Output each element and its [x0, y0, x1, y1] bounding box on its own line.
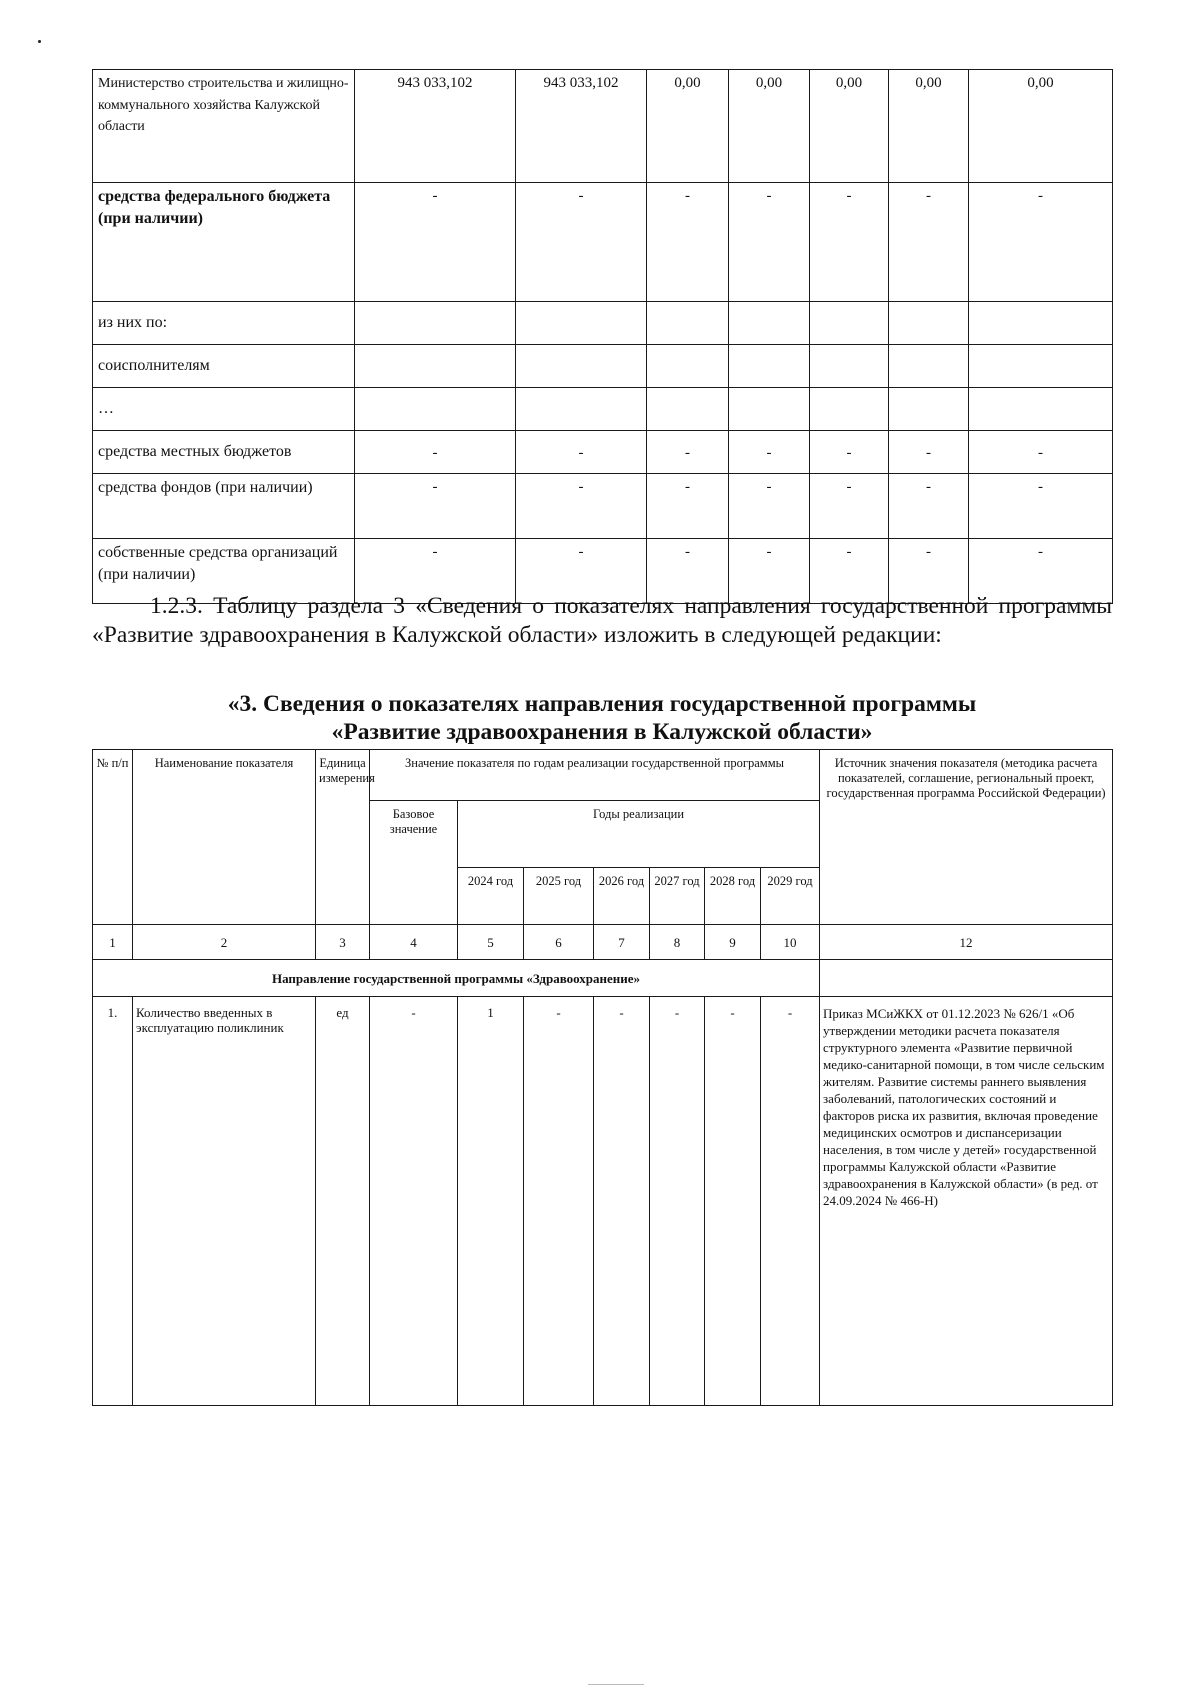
funding-value: -: [810, 539, 889, 604]
section-title-line1: «3. Сведения о показателях направления государственной программы: [227, 691, 977, 717]
funding-value: -: [516, 183, 647, 302]
funding-value: -: [729, 431, 810, 474]
column-number: 10: [761, 925, 820, 960]
funding-value: [516, 302, 647, 345]
section-label: Направление государственной программы «Здравоохранение»: [93, 960, 820, 997]
funding-value: 0,00: [729, 70, 810, 183]
funding-value: -: [516, 539, 647, 604]
header-year: 2024 год: [458, 868, 524, 925]
column-number: 12: [820, 925, 1113, 960]
row-value: -: [705, 997, 761, 1406]
funding-row: [93, 345, 1113, 388]
funding-value: -: [729, 183, 810, 302]
funding-value: -: [889, 183, 969, 302]
funding-value: -: [810, 183, 889, 302]
funding-row-name: из них по:: [93, 302, 355, 345]
funding-value: -: [729, 474, 810, 539]
row-source: Приказ МСиЖКХ от 01.12.2023 № 626/1 «Об утверждении методики расчета показателя структурного элемента «Развитие первичной медико-санитарной помощи, в том числе сельским жителям. Развитие системы раннего выявления заболеваний, патологических состояний и факторов риска их развития, включая проведение медицинских осмотров и диспансеризации населения, в том числе у детей» государственной программы Калужской области «Развитие здравоохранения в Калужской области» (в ред. от 24.09.2024 № 466-Н): [820, 997, 1113, 1406]
funding-value: [969, 345, 1113, 388]
column-number: 2: [133, 925, 316, 960]
header-source: Источник значения показателя (методика расчета показателей, соглашение, региональный проект, государственная программа Российской Федерации): [820, 750, 1113, 925]
column-number: 9: [705, 925, 761, 960]
funding-value: -: [969, 474, 1113, 539]
funding-value: [969, 388, 1113, 431]
funding-row: [93, 474, 1113, 539]
funding-value: -: [889, 431, 969, 474]
header-num: № п/п: [93, 750, 133, 925]
funding-value: [810, 302, 889, 345]
header-row: [93, 750, 1113, 801]
funding-value: [729, 345, 810, 388]
table-row: [93, 997, 1113, 1406]
funding-value: -: [810, 474, 889, 539]
header-years-group: Годы реализации: [458, 801, 820, 868]
row-unit: ед: [316, 997, 370, 1406]
funding-value: [810, 345, 889, 388]
funding-value: -: [969, 431, 1113, 474]
funding-row: [93, 70, 1113, 183]
funding-value: 0,00: [647, 70, 729, 183]
funding-value: 0,00: [889, 70, 969, 183]
header-year: 2028 год: [705, 868, 761, 925]
funding-row: [93, 388, 1113, 431]
funding-value: [355, 388, 516, 431]
funding-row: [93, 183, 1113, 302]
header-year: 2029 год: [761, 868, 820, 925]
header-year: 2027 год: [650, 868, 705, 925]
funding-value: -: [889, 474, 969, 539]
header-name: Наименование показателя: [133, 750, 316, 925]
column-number: 6: [524, 925, 594, 960]
column-number: 3: [316, 925, 370, 960]
row-value: -: [594, 997, 650, 1406]
indicators-table: [92, 749, 1113, 1406]
funding-value: -: [969, 539, 1113, 604]
funding-value: 0,00: [810, 70, 889, 183]
header-year: 2025 год: [524, 868, 594, 925]
funding-value: 943 033,102: [355, 70, 516, 183]
column-number: 1: [93, 925, 133, 960]
row-value: -: [524, 997, 594, 1406]
funding-value: [647, 302, 729, 345]
section-empty-cell: [820, 960, 1113, 997]
funding-value: -: [647, 431, 729, 474]
column-number: 8: [650, 925, 705, 960]
funding-value: [729, 388, 810, 431]
funding-value: [810, 388, 889, 431]
funding-value: -: [355, 183, 516, 302]
funding-value: -: [516, 474, 647, 539]
funding-value: -: [729, 539, 810, 604]
funding-value: [889, 388, 969, 431]
funding-value: [647, 345, 729, 388]
section-title: [92, 690, 1112, 746]
column-number: 7: [594, 925, 650, 960]
funding-value: -: [355, 539, 516, 604]
section-title-line2: «Развитие здравоохранения в Калужской области»: [331, 719, 873, 745]
column-number: 4: [370, 925, 458, 960]
header-base: Базовое значение: [370, 801, 458, 925]
funding-value: [889, 302, 969, 345]
funding-value: [969, 302, 1113, 345]
section-row: [93, 960, 1113, 997]
funding-row-name: средства федерального бюджета (при наличии): [93, 183, 355, 302]
funding-row: [93, 302, 1113, 345]
funding-value: -: [969, 183, 1113, 302]
funding-table: [92, 69, 1113, 604]
column-number-row: [93, 925, 1113, 960]
row-value: -: [370, 997, 458, 1406]
funding-value: -: [647, 183, 729, 302]
row-num: 1.: [93, 997, 133, 1406]
header-year: 2026 год: [594, 868, 650, 925]
funding-row-name: …: [93, 388, 355, 431]
funding-row: [93, 431, 1113, 474]
funding-value: [729, 302, 810, 345]
funding-value: -: [647, 539, 729, 604]
funding-value: -: [516, 431, 647, 474]
amendment-paragraph: [92, 592, 1112, 650]
funding-row-name: средства местных бюджетов: [93, 431, 355, 474]
funding-value: [355, 302, 516, 345]
funding-value: 0,00: [969, 70, 1113, 183]
amendment-paragraph-text: 1.2.3. Таблицу раздела 3 «Сведения о показателях направления государственной программы «Развитие здравоохранения в Калужской области» изложить в следующей редакции:: [92, 593, 1112, 648]
funding-row-name: Министерство строительства и жилищно-коммунального хозяйства Калужской области: [93, 70, 355, 183]
header-values-group: Значение показателя по годам реализации государственной программы: [370, 750, 820, 801]
header-unit: Единица измерения: [316, 750, 370, 925]
funding-value: -: [810, 431, 889, 474]
funding-value: -: [889, 539, 969, 604]
funding-value: -: [355, 431, 516, 474]
funding-value: [889, 345, 969, 388]
funding-value: [516, 345, 647, 388]
column-number: 5: [458, 925, 524, 960]
row-name: Количество введенных в эксплуатацию поликлиник: [133, 997, 316, 1406]
funding-value: 943 033,102: [516, 70, 647, 183]
row-value: -: [650, 997, 705, 1406]
funding-value: [647, 388, 729, 431]
funding-row-name: собственные средства организаций (при наличии): [93, 539, 355, 604]
row-value: 1: [458, 997, 524, 1406]
funding-value: -: [355, 474, 516, 539]
row-value: -: [761, 997, 820, 1406]
funding-row-name: соисполнителям: [93, 345, 355, 388]
funding-row-name: средства фондов (при наличии): [93, 474, 355, 539]
funding-value: [516, 388, 647, 431]
funding-value: [355, 345, 516, 388]
scan-dot: [38, 40, 41, 43]
footer-mark: [588, 1684, 644, 1685]
funding-value: -: [647, 474, 729, 539]
